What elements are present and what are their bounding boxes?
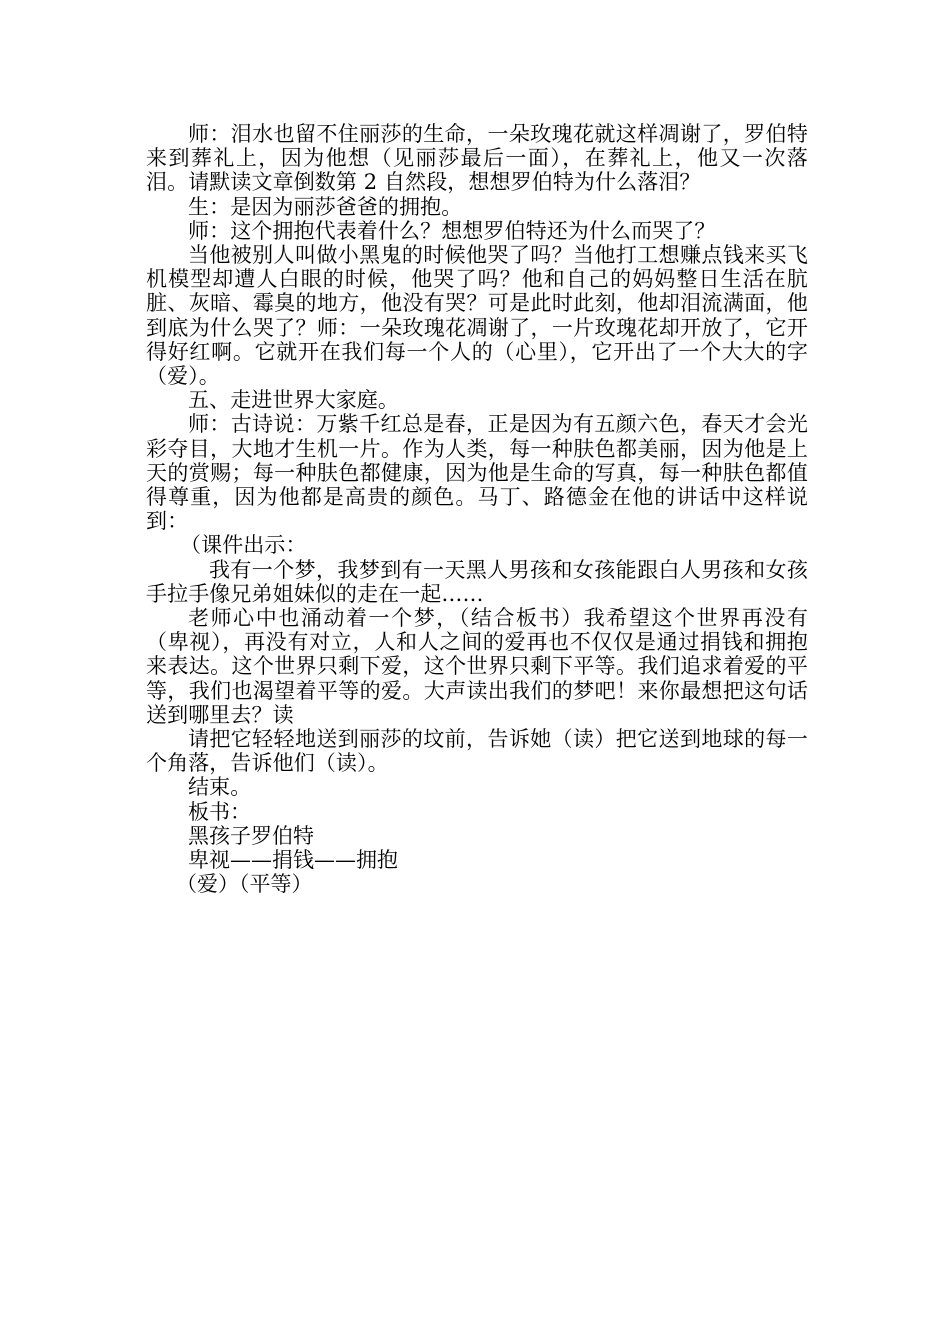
paragraph-teacher-question: 师：这个拥抱代表着什么？想想罗伯特还为什么而哭了？ [188, 218, 716, 243]
paragraph-end: 结束。 [188, 775, 252, 800]
paragraph-teacher-tears: 师：泪水也留不住丽莎的生命，一朵玫瑰花就这样凋谢了，罗伯特来到葬礼上，因为他想（见丽莎最后一面），在葬礼上，他又一次落泪。请默读文章倒数第 2 自然段，想想罗伯特为什么落泪？ [146, 122, 808, 195]
board-title: 黑孩子罗伯特 [188, 823, 314, 848]
board-heading: 板书： [188, 799, 251, 824]
paragraph-send-words: 请把它轻轻地送到丽莎的坟前，告诉她（读）把它送到地球的每一个角落，告诉他们（读）。 [146, 727, 808, 776]
paragraph-dream-quote: 我有一个梦，我梦到有一天黑人男孩和女孩能跟白人男孩和女孩手拉手像兄弟姐妹似的走在一起…… [146, 557, 808, 606]
paragraph-skin-colors: 师：古诗说：万紫千红总是春，正是因为有五颜六色，春天才会光彩夺目，大地才生机一片。作为人类，每一种肤色都美丽，因为他是上天的赏赐；每一种肤色都健康，因为他是生命的写真，每一种肤色都值得尊重，因为他都是高贵的颜色。马丁、路德金在他的讲话中这样说到： [146, 412, 808, 534]
section-heading-world-family: 五、走进世界大家庭。 [188, 388, 399, 413]
paragraph-courseware-note: （课件出示： [180, 533, 307, 558]
board-flow: 卑视——捐钱——拥抱 [188, 848, 398, 873]
board-notes: （爱）（平等） [176, 872, 313, 897]
paragraph-why-cry: 当他被别人叫做小黑鬼的时候他哭了吗？当他打工想赚点钱来买飞机模型却遭人白眼的时候，他哭了吗？他和自己的妈妈整日生活在肮脏、灰暗、霉臭的地方，他没有哭？可是此时此刻，他却泪流满面，他到底为什么哭了？师：一朵玫瑰花凋谢了，一片玫瑰花却开放了，它开得好红啊。它就开在我们每一个人的（心里），它开出了一个大大的字（爱）。 [146, 243, 808, 389]
paragraph-student-answer: 生：是因为丽莎爸爸的拥抱。 [188, 194, 463, 219]
document-page [146, 122, 808, 897]
paragraph-teacher-dream: 老师心中也涌动着一个梦，（结合板书）我希望这个世界再没有（卑视），再没有对立，人和人之间的爱再也不仅仅是通过捐钱和拥抱来表达。这个世界只剩下爱，这个世界只剩下平等。我们追求着爱的平等，我们也渴望着平等的爱。大声读出我们的梦吧！来你最想把这句话送到哪里去？读 [146, 606, 808, 727]
